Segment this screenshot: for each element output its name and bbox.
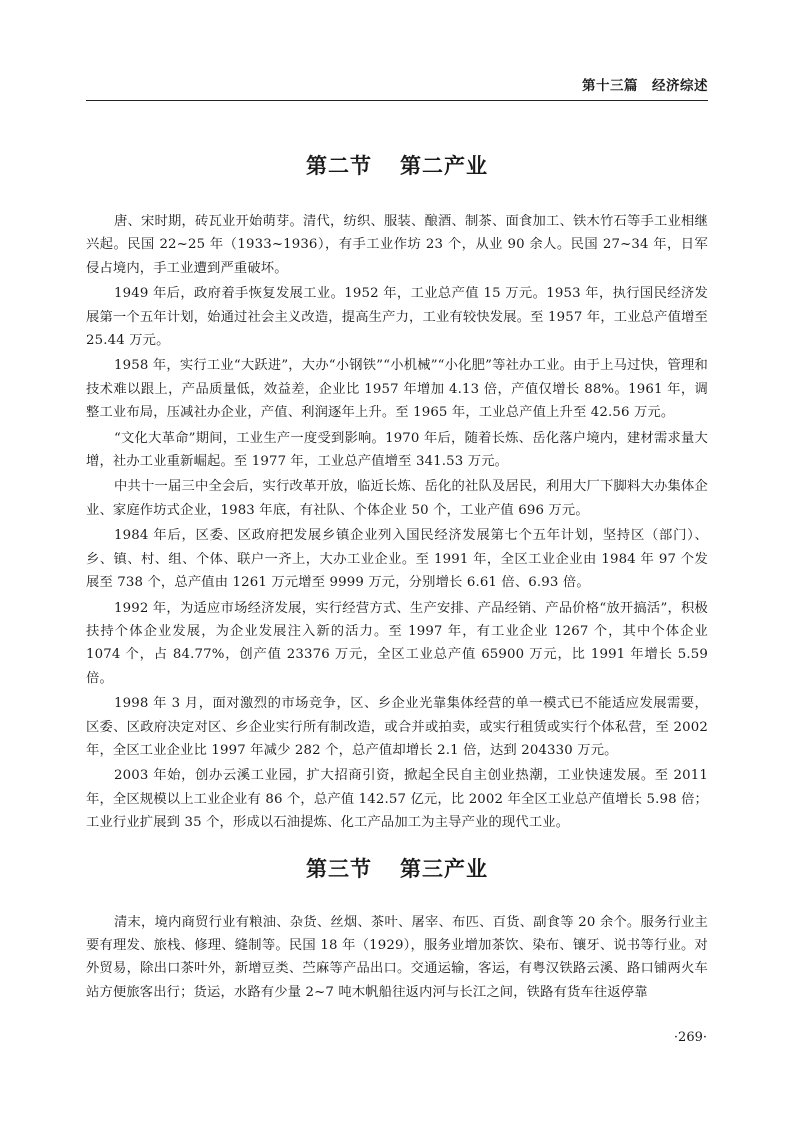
body-paragraph: “文化大革命”期间，工业生产一度受到影响。1970 年后，随着长炼、岳化落户境内，建材需求量大增，社办工业重新崛起。至 1977 年，工业总产值增至 341.53 万元。 bbox=[86, 430, 708, 470]
body-paragraph: 中共十一届三中全会后，实行改革开放，临近长炼、岳化的社队及居民，利用大厂下脚料大办集体企业、家庭作坊式企业，1983 年底，有社队、个体企业 50 个，工业产值 696 万元。 bbox=[86, 479, 708, 518]
section-heading bbox=[86, 849, 708, 889]
page-number: ·269· bbox=[673, 1030, 707, 1045]
body-paragraph: 2003 年始，创办云溪工业园，扩大招商引资，掀起全民自主创业热潮，工业快速发展。至 2011 年，全区规模以上工业企业有 86 个，总产值 142.57 亿元，比 2002 年全区工业总产值增长 5.98 倍；工业行业扩展到 35 个，形成以石油提炼、化工产品加工为主导产业的现代工业。 bbox=[86, 768, 708, 831]
body-paragraph: 1949 年后，政府着手恢复发展工业。1952 年，工业总产值 15 万元。1953 年，执行国民经济发展第一个五年计划，始通过社会主义改造，提高生产力，工业有较快发展。至 1957 年，工业总产值增至 25.44 万元。 bbox=[86, 286, 708, 349]
page-content bbox=[86, 146, 708, 1006]
section-heading bbox=[86, 146, 708, 186]
body-paragraph: 唐、宋时期，砖瓦业开始萌芽。清代，纺织、服装、酿酒、制茶、面食加工、铁木竹石等手工业相继兴起。民国 22~25 年（1933~1936），有手工业作坊 23 个，从业 90 余人。民国 27~34 年，日军侵占境内，手工业遭到严重破坏。 bbox=[86, 214, 708, 276]
running-header: 第十三篇 经济综述 bbox=[582, 78, 708, 94]
section-title: 第二产业 bbox=[400, 154, 488, 178]
header-rule bbox=[86, 100, 708, 101]
section-tertiary-industry bbox=[86, 849, 708, 1005]
section-secondary-industry bbox=[86, 146, 708, 835]
section-number: 第三节 bbox=[306, 856, 372, 881]
body-paragraph: 清末，境内商贸行业有粮油、杂货、丝烟、茶叶、屠宰、布匹、百货、副食等 20 余个。服务行业主要有理发、旅栈、修理、缝制等。民国 18 年（1929），服务业增加茶饮、染布、镶牙、说书等行业。对外贸易，除出口茶叶外，新增豆类、苎麻等产品出口。交通运输，客运，有粤汉铁路云溪、路口铺两火车站方便旅客出行；货运，水路有少量 2~7 吨木帆船往返内河与长江之间，铁路有货车往返停靠 bbox=[86, 914, 708, 1000]
body-paragraph: 1992 年，为适应市场经济发展，实行经营方式、生产安排、产品经销、产品价格“放开搞活”，积极扶持个体企业发展，为企业发展注入新的活力。至 1997 年，有工业企业 1267 个，其中个体企业 1074 个，占 84.77%，创产值 23376 万元，全区工业总产值 65900 万元，比 1991 年增长 5.59 倍。 bbox=[86, 600, 708, 686]
body-paragraph: 1958 年，实行工业“大跃进”，大办“小钢铁”“小机械”“小化肥”等社办工业。由于上马过快，管理和技术难以跟上，产品质量低，效益差，企业比 1957 年增加 4.13 倍，产值仅增长 88%。1961 年，调整工业布局，压减社办企业，产值、利润逐年上升。至 1965 年，工业总产值上升至 42.56 万元。 bbox=[86, 358, 708, 421]
body-paragraph: 1984 年后，区委、区政府把发展乡镇企业列入国民经济发展第七个五年计划，坚持区（部门）、乡、镇、村、组、个体、联户一齐上，大办工业企业。至 1991 年，全区工业企业由 1984 年 97 个发展至 738 个，总产值由 1261 万元增至 9999 万元，分别增长 6.61 倍、6.93 倍。 bbox=[86, 528, 708, 591]
section-number: 第二节 bbox=[306, 154, 372, 178]
body-paragraph: 1998 年 3 月，面对激烈的市场竞争，区、乡企业光靠集体经营的单一模式已不能适应发展需要，区委、区政府决定对区、乡企业实行所有制改造，或合并或拍卖，或实行租赁或实行个体私营，至 2002 年，全区工业企业比 1997 年减少 282 个，总产值却增长 2.1 倍，达到 204330 万元。 bbox=[86, 696, 708, 758]
section-title: 第三产业 bbox=[400, 856, 488, 881]
